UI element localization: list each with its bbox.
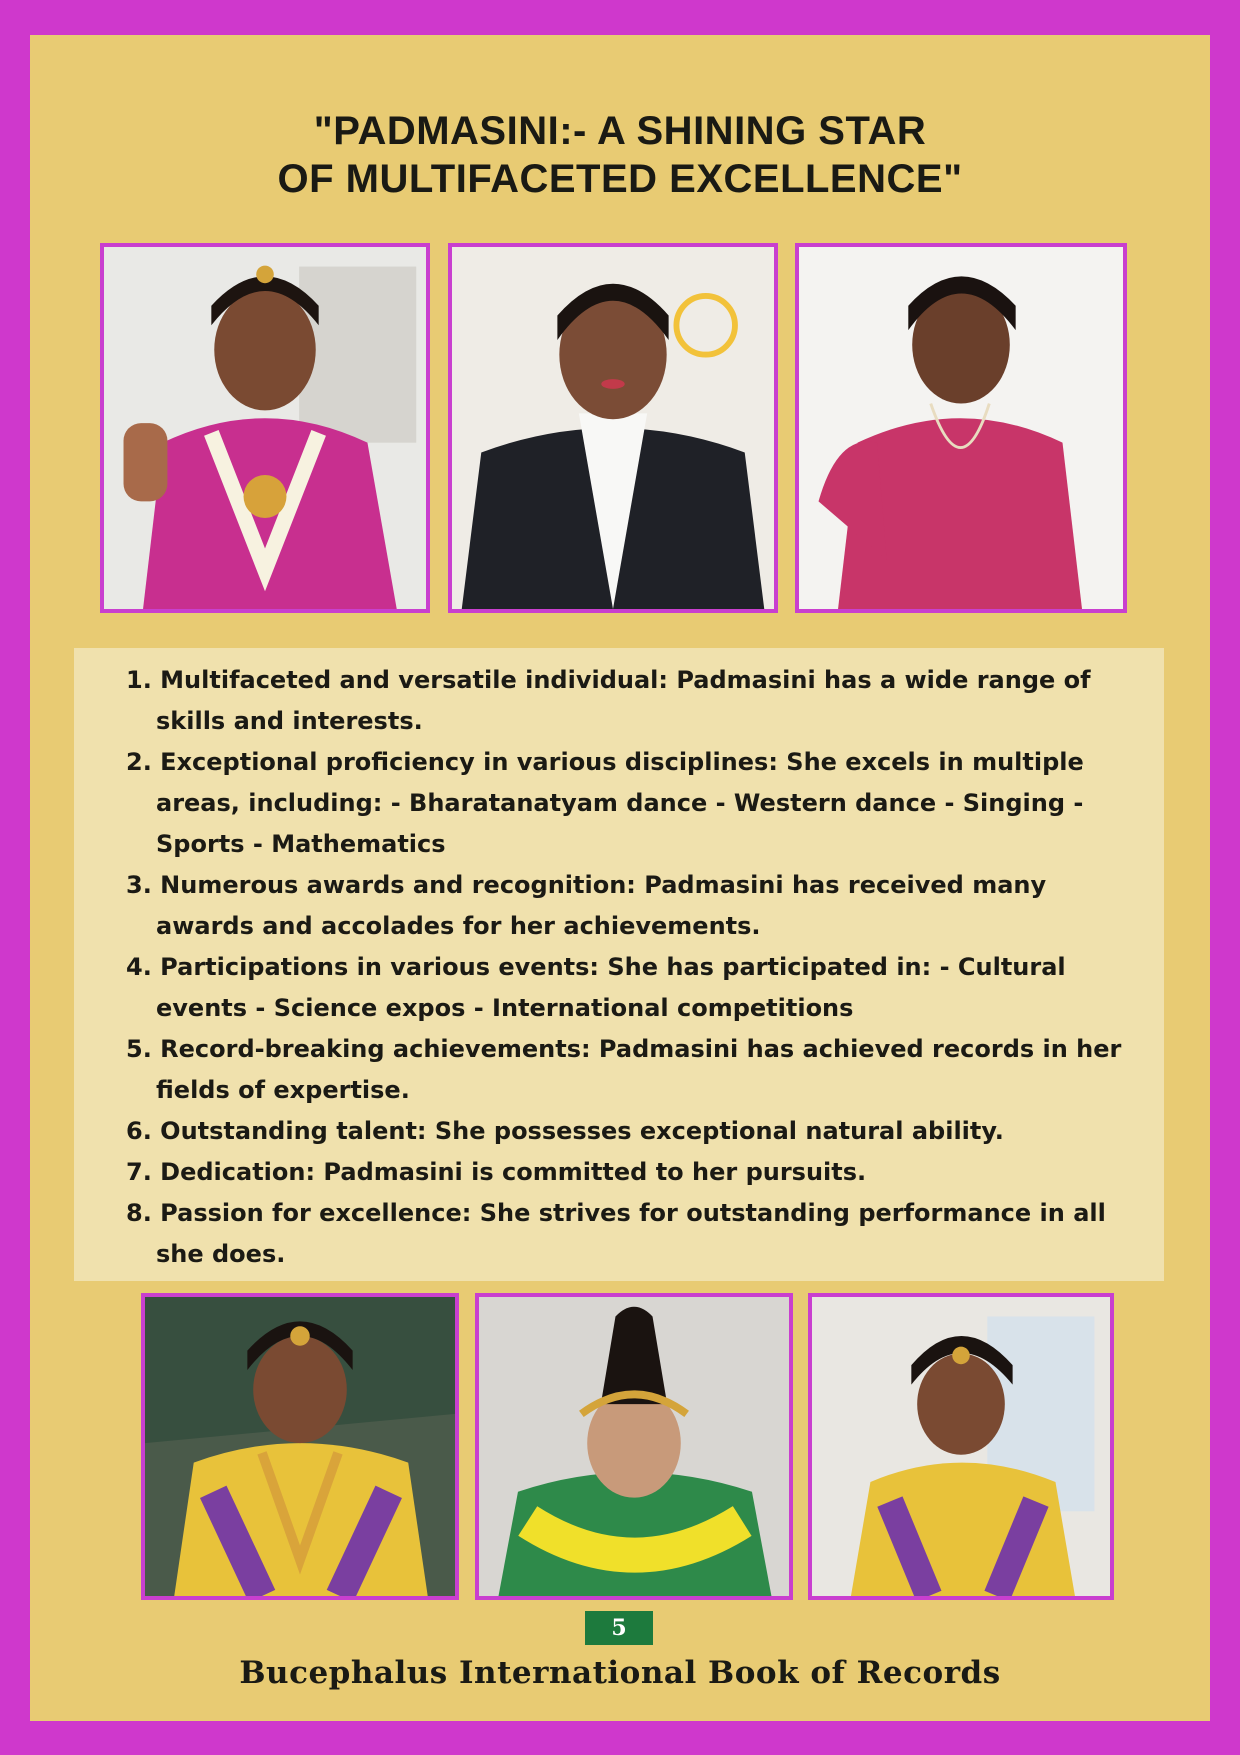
list-item: 6. Outstanding talent: She possesses exceptional natural ability. bbox=[126, 1117, 1004, 1145]
title-line-2: OF MULTIFACETED EXCELLENCE" bbox=[277, 157, 963, 201]
list-item: 3. Numerous awards and recognition: Padmasini has received many awards and accolades for her achievements. bbox=[126, 871, 1047, 940]
photo-dance-yellow-costume bbox=[141, 1293, 459, 1600]
photo-dance-headdress bbox=[475, 1293, 793, 1600]
photo-suit bbox=[448, 243, 778, 613]
list-item: 1. Multifaceted and versatile individual: Padmasini has a wide range of skills and interests. bbox=[126, 666, 1091, 735]
photo-bharatanatyam-costume bbox=[100, 243, 430, 613]
page bbox=[30, 35, 1210, 1721]
photo-dance-stage bbox=[808, 1293, 1114, 1600]
title-line-1: "PADMASINI:- A SHINING STAR bbox=[313, 109, 927, 153]
footer-publisher: Bucephalus International Book of Records bbox=[239, 1655, 1001, 1691]
achievements-box bbox=[74, 648, 1164, 1281]
list-item: 7. Dedication: Padmasini is committed to her pursuits. bbox=[126, 1158, 867, 1186]
list-item: 8. Passion for excellence: She strives for outstanding performance in all she does. bbox=[126, 1199, 1106, 1268]
photo-pink-top bbox=[795, 243, 1127, 613]
page-title bbox=[30, 107, 1210, 203]
list-item: 4. Participations in various events: She has participated in: - Cultural events - Science expos - International competitions bbox=[126, 953, 1066, 1022]
page-number-badge: 5 bbox=[585, 1611, 653, 1645]
list-item: 2. Exceptional proficiency in various disciplines: She excels in multiple areas, including: - Bharatanatyam dance - Western dance - Singing - Sports - Mathematics bbox=[126, 748, 1084, 858]
achievements-list bbox=[126, 660, 1136, 1275]
list-item: 5. Record-breaking achievements: Padmasini has achieved records in her fields of expertise. bbox=[126, 1035, 1122, 1104]
